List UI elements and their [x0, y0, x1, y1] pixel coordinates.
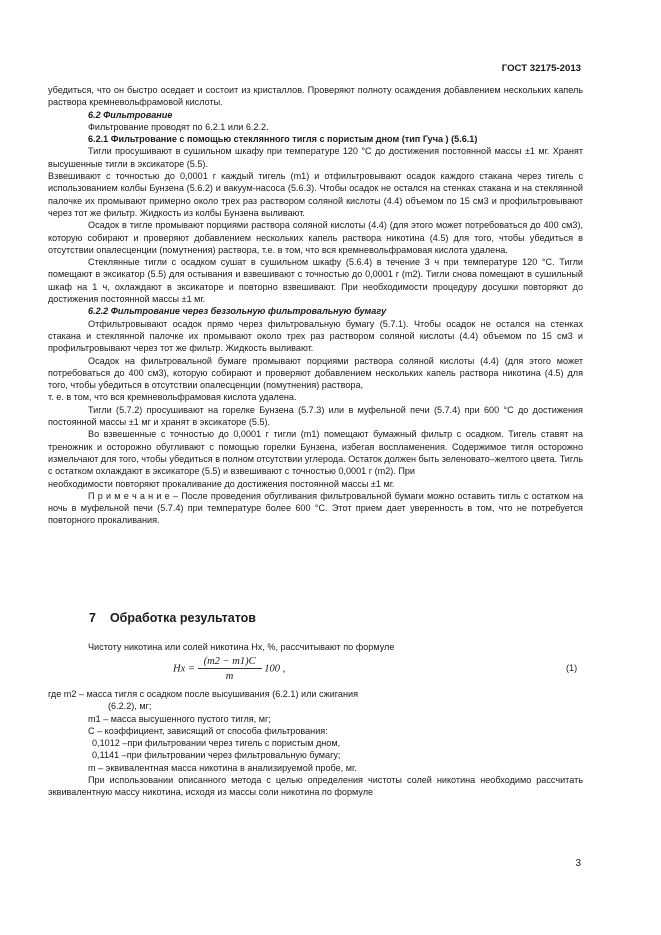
paragraph: Во взвешенные с точностью до 0,0001 г тигли (m1) помещают бумажный фильтр с осадком. Тигель ставят на треножник и осторожно обугливают с помощью горелки Бунзена, избегая воспламенения. Содержимое тигля осторожно измельчают для того, чтобы убедиться в полном отсутствии углерода. Остаток должен быть зеленовато–желтого цвета. Тигль с остатком охлаждают в эксикаторе (5.5) и взвешивают с точностью 0,0001 г (m2). При	[48, 429, 583, 477]
where-item: 0,1012 –при фильтровании через тигель с пористым дном,	[92, 738, 341, 749]
page-number: 3	[575, 858, 581, 869]
subsection-heading-6-2-2: 6.2.2 Фильтрование через беззольную фильтровальную бумагу	[88, 306, 387, 317]
section-number: 7	[89, 611, 96, 625]
section-heading-7	[89, 611, 270, 625]
formula-denominator: m	[225, 671, 234, 682]
standard-number: ГОСТ 32175-2013	[501, 63, 581, 74]
where-item: где m2 – масса тигля с осадком после высушивания (6.2.1) или сжигания	[48, 689, 359, 699]
formula-number: (1)	[566, 663, 578, 673]
paragraph: Взвешивают с точностью до 0,0001 г каждый тигель (m1) и отфильтровывают осадок каждого стакана через тигель с использованием колбы Бунзена (5.6.2) и вакуум-насоса (5.6.3). Чтобы осадок не остался на стенках стакана и на стеклянной палочке их промывают примерно около трех раз раствором соляной кислоты (4.4) объемом по 15 см3 и профильтровывают через тот же фильтр. Жидкость из колбы Бунзена выливают.	[48, 171, 583, 218]
where-item: (6.2.2), мг;	[108, 701, 152, 712]
paragraph: т. е. в том, что вся кремневольфрамовая кислота удалена.	[48, 392, 297, 403]
where-item: 0,1141 –при фильтровании через фильтровальную бумагу;	[92, 750, 341, 761]
where-item: m – эквивалентная масса никотина в анализируемой пробе, мг.	[88, 762, 357, 773]
formula-fraction	[198, 656, 262, 682]
where-item: m1 – масса высушенного пустого тигля, мг;	[88, 713, 271, 724]
formula-1	[173, 656, 285, 682]
formula-tail: 100 ,	[264, 663, 286, 675]
paragraph: Тигли (5.7.2) просушивают на горелке Бунзена (5.7.3) или в муфельной печи (5.7.4) при 600 °С до достижения постоянной массы ±1 мг и хранят в эксикаторе (5.5).	[48, 404, 583, 428]
paragraph: Отфильтровывают осадок прямо через фильтровальную бумагу (5.7.1). Чтобы осадок не остался на стенках стакана и стеклянной палочке их промывают около трех раз раствором соляной кислоты (4.4) объемом по 15 см3 и профильтровывают через тот же фильтр. Жидкость выливают.	[48, 318, 583, 354]
subsection-heading-6-2-1: 6.2.1 Фильтрование с помощью стеклянного тигля с пористым дном (тип Гуча ) (5.6.1)	[88, 134, 478, 145]
text-body	[48, 84, 583, 527]
intro-line	[48, 641, 583, 653]
paragraph: необходимости повторяют прокаливание до достижения постоянной массы ±1 мг.	[48, 478, 395, 489]
paragraph: При использовании описанного метода с целью определения чистоты солей никотина необходимо рассчитать эквивалентную массу никотина, исходя из массы соли никотина по формуле	[48, 775, 583, 798]
subsection-heading-6-2: 6.2 Фильтрование	[88, 109, 173, 120]
where-item: C – коэффициент, зависящий от способа фильтрования:	[88, 725, 328, 736]
formula-numerator: (m2 − m1)C	[198, 656, 262, 669]
paragraph: Осадок в тигле промывают порциями раствора соляной кислоты (4.4) (для этого может потребоваться до 400 см3), которую собирают и проверяют добавлением нескольких капель раствора никотина (4.5) для того, чтобы убедиться в отсутствии опалесценции (помутнения) раствора, т.е. в том, что вся кремневольфрамовая кислота удалена.	[48, 220, 583, 255]
formula-lhs: Hx =	[173, 663, 195, 675]
paragraph: Осадок на фильтровальной бумаге промывают порциями раствора соляной кислоты (4.4) (для этого может потребоваться до 400 см3), которую собирают и проверяют добавлением нескольких капель раствора никотина (4.5) для того, чтобы убедиться в отсутствии опалесценции (помутнения) раствора,	[48, 355, 583, 391]
paragraph: Тигли просушивают в сушильном шкафу при температуре 120 °С до достижения постоянной массы ±1 мг. Хранят высушенные тигли в эксикаторе (5.5).	[48, 146, 583, 169]
where-list	[48, 688, 583, 799]
paragraph: Фильтрование проводят по 6.2.1 или 6.2.2.	[88, 121, 269, 132]
section-title: Обработка результатов	[109, 611, 256, 625]
formula-intro: Чистоту никотина или солей никотина Hx, %, рассчитывают по формуле	[88, 642, 395, 652]
note-paragraph: П р и м е ч а н и е – После проведения обугливания фильтровальной бумаги можно оставить тигль с остатком на ночь в муфельной печи (5.7.4) при температуре более 600 °С. Этот прием дает уверенность в том, что не потребуется повторного прокаливания.	[48, 490, 583, 526]
paragraph: убедиться, что он быстро оседает и состоит из кристаллов. Проверяют полноту осаждения добавлением нескольких капель раствора кремневольфрамовой кислоты.	[48, 85, 583, 108]
paragraph: Стеклянные тигли с осадком сушат в сушильном шкафу (5.6.4) в течение 3 ч при температуре 120 °С. Тигли помещают в эксикатор (5.5) для остывания и взвешивают с точностью до 0,0001 г (m2). Тигли снова помещают в сушильный шкаф на 1 ч, охлаждают в эксикаторе и повторно взвешивают. При необходимости процедуру досушки повторяют до достижения постоянной массы ±1 мг.	[48, 257, 583, 305]
